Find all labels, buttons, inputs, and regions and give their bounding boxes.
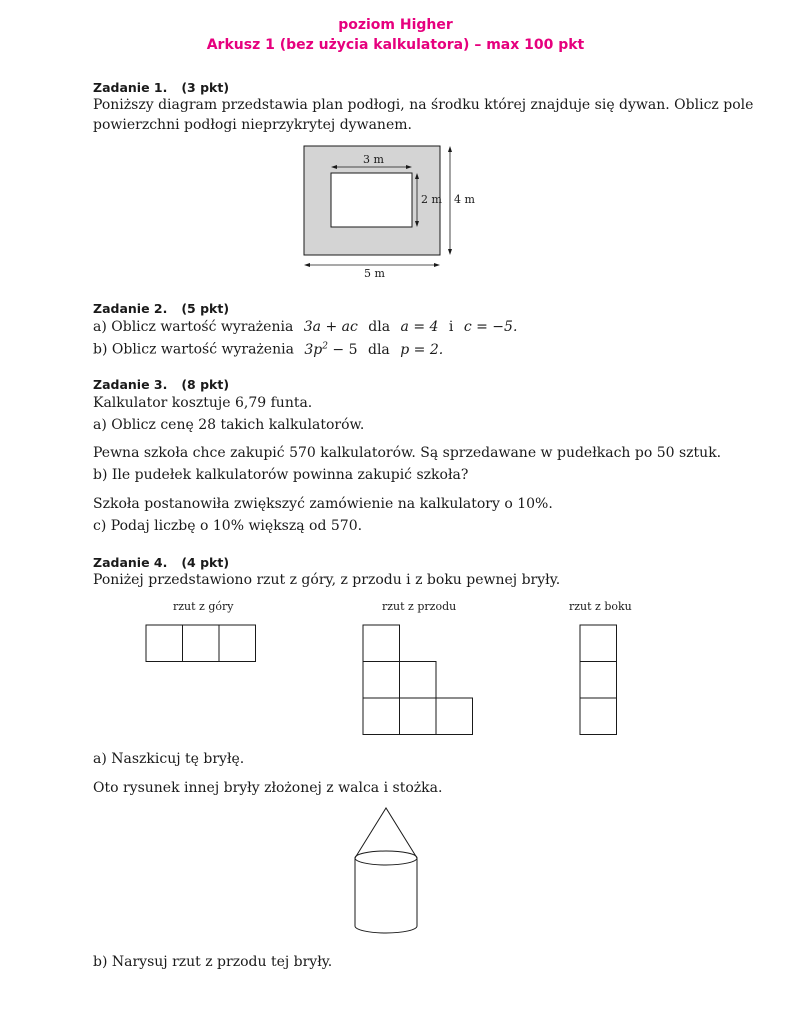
task3-points: (8 pkt) <box>181 377 230 392</box>
header-subtitle: poziom Higher <box>338 17 453 33</box>
dim-label-bottom: 5 m <box>364 267 385 280</box>
task3-p3: Szkoła postanowiła zwiększyć zamówienie na kalkulatory o 10%. <box>93 496 553 512</box>
task4-p2: Oto rysunek innej bryły złożonej z walca i stożka. <box>93 780 443 796</box>
task2-a-expr: 3a + ac <box>303 319 358 335</box>
task2-b-cond: p = 2. <box>400 341 444 358</box>
dim-label-top: 3 m <box>363 153 384 166</box>
carpet-rect <box>331 173 412 227</box>
view-top-grid <box>146 625 256 662</box>
task1-text-line2: powierzchni podłogi nieprzykrytej dywanem. <box>93 117 412 133</box>
view-side-grid <box>580 625 617 735</box>
task2-a-cond1: a = 4 <box>400 319 439 335</box>
task3-c: c) Podaj liczbę o 10% większą od 570. <box>93 518 363 534</box>
header-title: Arkusz 1 (bez użycia kalkulatora) – max 100 pkt <box>206 37 585 53</box>
task4-title: Zadanie 4. <box>93 555 168 570</box>
task2-a <box>93 319 517 335</box>
dim-label-outer: 4 m <box>454 193 475 206</box>
task1-text-line1: Poniższy diagram przedstawia plan podłogi, na środku której znajduje się dywan. Oblicz pole <box>93 97 754 113</box>
task2-a-and: i <box>448 319 454 335</box>
view-top-label: rzut z góry <box>173 600 234 613</box>
cone-cylinder-figure <box>355 808 417 933</box>
view-front-label: rzut z przodu <box>382 600 457 613</box>
task2-a-prefix: a) Oblicz wartość wyrażenia <box>93 319 294 335</box>
task3-b: b) Ile pudełek kalkulatorów powinna zakupić szkoła? <box>93 467 469 483</box>
task2-b-dla: dla <box>367 341 390 358</box>
task3-title: Zadanie 3. <box>93 377 168 392</box>
task1-title: Zadanie 1. <box>93 80 168 95</box>
task4-points: (4 pkt) <box>181 555 230 570</box>
task2-a-cond2: c = −5. <box>463 319 518 335</box>
task2-b-expr-rest: − 5 <box>327 341 358 358</box>
task2-b-expr-base: 3p <box>304 341 323 358</box>
task3-a: a) Oblicz cenę 28 takich kalkulatorów. <box>93 417 365 433</box>
task3-line1: Kalkulator kosztuje 6,79 funta. <box>93 395 313 411</box>
task2-a-dla: dla <box>368 319 391 335</box>
task1-points: (3 pkt) <box>181 80 230 95</box>
task4-heading <box>93 555 229 570</box>
task4-b: b) Narysuj rzut z przodu tej bryły. <box>93 954 333 970</box>
task2-title: Zadanie 2. <box>93 301 168 316</box>
task4-a: a) Naszkicuj tę bryłę. <box>93 751 245 767</box>
task2-points: (5 pkt) <box>181 301 230 316</box>
task2-heading <box>93 301 229 316</box>
task2-b <box>93 341 443 358</box>
task3-p2: Pewna szkoła chce zakupić 570 kalkulatorów. Są sprzedawane w pudełkach po 50 sztuk. <box>93 445 722 461</box>
task2-b-expr <box>304 342 357 358</box>
task3-heading <box>93 377 229 392</box>
task4-intro: Poniżej przedstawiono rzut z góry, z przodu i z boku pewnej bryły. <box>93 572 561 588</box>
task2-b-exponent: 2 <box>322 341 328 351</box>
task2-b-prefix: b) Oblicz wartość wyrażenia <box>93 341 294 358</box>
view-front-grid <box>363 625 473 735</box>
dim-label-inner: 2 m <box>421 193 442 206</box>
view-side-label: rzut z boku <box>569 600 632 613</box>
